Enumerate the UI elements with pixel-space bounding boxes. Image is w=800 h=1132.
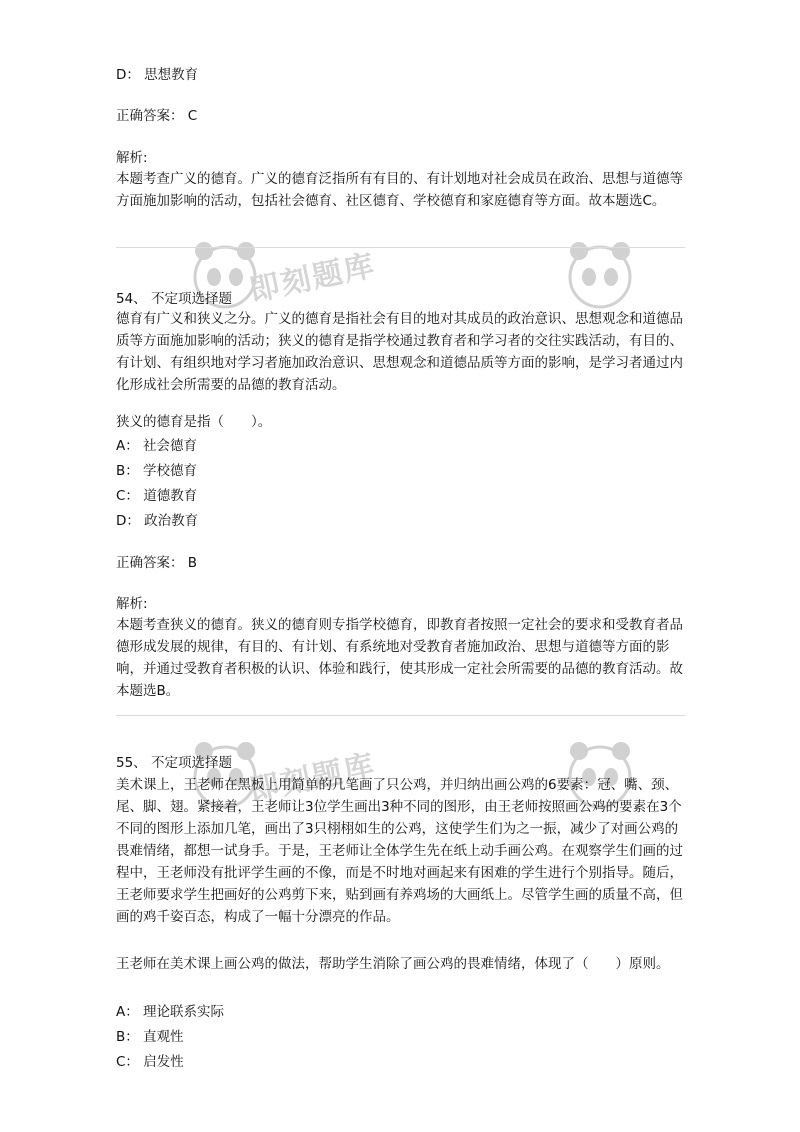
option-b[interactable]: B： 学校德育 [116, 463, 198, 479]
question-stem: 美术课上，王老师在黑板上用简单的几笔画了只公鸡，并归纳出画公鸡的6要素：冠、嘴、颈、尾、脚、翅。紧接着，王老师让3位学生画出3种不同的图形，由王老师按照画公鸡的要素在3个不同的图形上添加几笔，画出了3只栩栩如生的公鸡，这使学生们为之一振，减少了对画公鸡的畏难情绪，都想一试身手。于是，王老师让全体学生先在纸上动手画公鸡。在观察学生们画的过程中，王老师没有批评学生画的不像，而是不时地对画起来有困难的学生进行个别指导。随后，王老师要求学生把画好的公鸡剪下来，贴到画有养鸡场的大画纸上。尽管学生画的质量不高，但画的鸡千姿百态，构成了一幅十分漂亮的作品。 [116, 777, 683, 925]
divider [116, 715, 685, 716]
option-d[interactable]: D： 政治教育 [116, 513, 199, 529]
correct-answer: 正确答案： B [116, 555, 198, 571]
watermark-text: 即刻题库 [246, 747, 379, 809]
analysis-text: 本题考查狭义的德育。狭义的德育则专指学校德育，即教育者按照一定社会的要求和受教育者品德形成发展的规律，有目的、有计划、有系统地对受教育者施加政治、思想与道德等方面的影响，并通过受教育者积极的认识、体验和践行，使其形成一定社会所需要的品德的教育活动。故本题选B。 [116, 617, 683, 699]
question-stem: 德育有广义和狭义之分。广义的德育是指社会有目的地对其成员的政治意识、思想观念和道德品质等方面施加影响的活动；狭义的德育是指学校通过教育者和学习者的交往实践活动，有目的、有计划、有组织地对学习者施加政治意识、思想观念和道德品质等方面的影响，是学习者通过内化形成社会所需要的品德的教育活动。 [116, 311, 683, 393]
analysis-label: 解析: [116, 596, 148, 612]
option-a[interactable]: A： 理论联系实际 [116, 1004, 225, 1020]
watermark-text: 即刻题库 [246, 247, 379, 309]
divider [116, 247, 685, 248]
question-number: 55、 不定项选择题 [116, 755, 232, 771]
option-c[interactable]: C： 启发性 [116, 1054, 184, 1070]
option-d: D： 思想教育 [116, 67, 199, 83]
analysis-text: 本题考查广义的德育。广义的德育泛指所有有目的、有计划地对社会成员在政治、思想与道德等方面施加影响的活动，包括社会德育、社区德育、学校德育和家庭德育等方面。故本题选C。 [116, 171, 683, 209]
question-prompt: 王老师在美术课上画公鸡的做法，帮助学生消除了画公鸡的畏难情绪，体现了（ ）原则。 [116, 956, 670, 972]
option-c[interactable]: C： 道德教育 [116, 488, 198, 504]
analysis-label: 解析: [116, 150, 148, 166]
question-prompt: 狭义的德育是指（ ）。 [116, 414, 272, 430]
correct-answer: 正确答案： C [116, 108, 198, 124]
question-number: 54、 不定项选择题 [116, 291, 232, 307]
option-a[interactable]: A： 社会德育 [116, 438, 198, 454]
option-b[interactable]: B： 直观性 [116, 1029, 184, 1045]
